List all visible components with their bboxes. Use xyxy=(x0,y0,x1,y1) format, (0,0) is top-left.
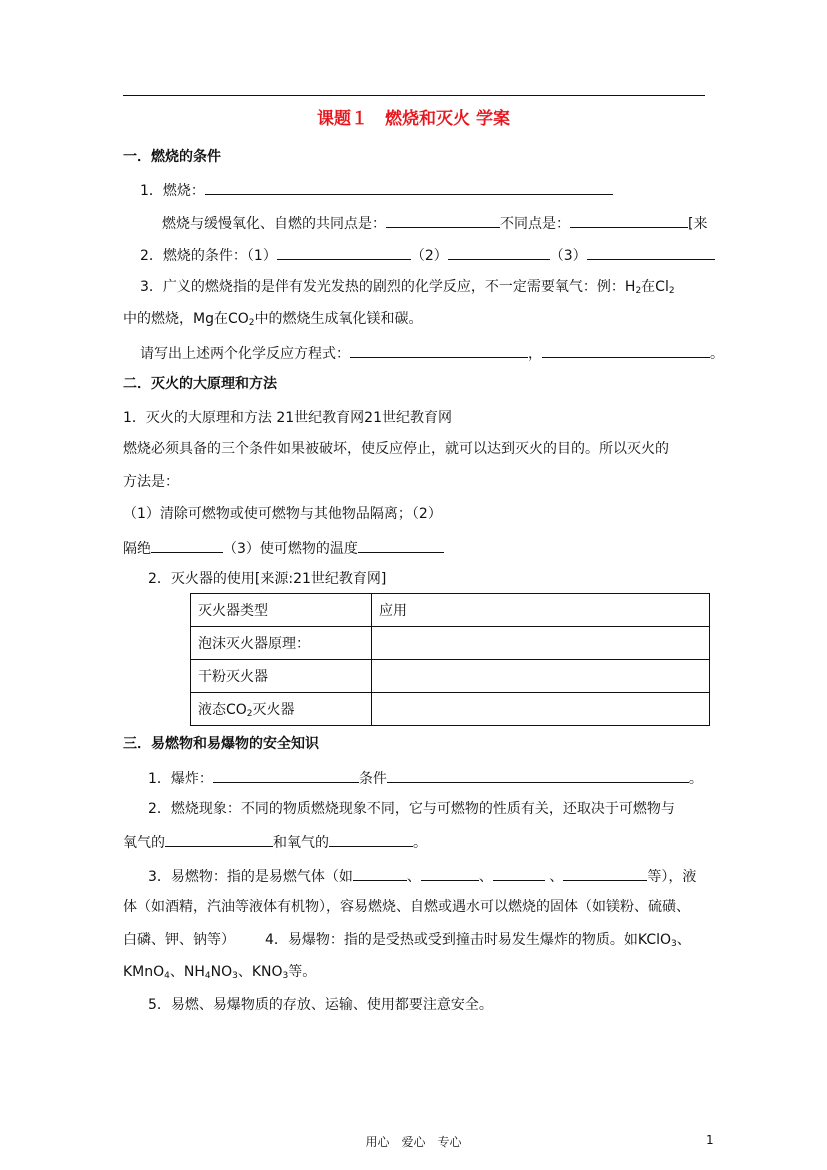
s1-q2-label: 2．燃烧的条件： xyxy=(140,248,247,264)
s3-q1-blank2[interactable] xyxy=(387,768,689,783)
s3-q1-blank1[interactable] xyxy=(213,768,359,783)
page-title: 课题１ 燃烧和灭火 学案 xyxy=(317,109,510,129)
s1-q3-sub2: 2 xyxy=(668,286,675,296)
s3-q3-blank1[interactable] xyxy=(353,866,407,881)
s1-q3-text-b: 在Cl xyxy=(641,279,669,295)
table-row xyxy=(191,693,710,726)
s1-q1b-prefix: 燃烧与缓慢氧化、自燃的共同点是： xyxy=(162,216,386,232)
table-cell-powder: 干粉灭火器 xyxy=(191,660,372,693)
s3-q3-c1: 白磷、钾、钠等） xyxy=(123,932,235,948)
s3-q4-c: NO xyxy=(210,964,233,980)
s2-line5-a: 隔绝 xyxy=(123,541,151,557)
s2-line2: 燃烧必须具备的三个条件如果被破坏，使反应停止，就可以达到灭火的目的。所以灭火的 xyxy=(123,441,669,457)
table-cell-empty[interactable] xyxy=(372,660,710,693)
s3-q4-line xyxy=(123,963,316,981)
s3-q2-blank2[interactable] xyxy=(329,832,413,847)
s3-q4-sub3: 3 xyxy=(232,971,238,981)
s1-q1 xyxy=(140,180,613,200)
s2-line4: （1）清除可燃物或使可燃物与其他物品隔离；（2） xyxy=(123,506,442,522)
s2-line5-blank1[interactable] xyxy=(151,538,223,553)
s1-q3-line2 xyxy=(123,310,423,328)
s3-q2-b1: 氧气的 xyxy=(123,835,165,851)
s1-q2-blank3[interactable] xyxy=(587,245,715,260)
s3-q3-line2: 体（如酒精，汽油等液体有机物），容易燃烧、自燃或遇水可以燃烧的固体（如镁粉、硫磺、 xyxy=(123,899,690,915)
section1-heading: 一．燃烧的条件 xyxy=(123,149,221,165)
s2-line5-b: （3）使可燃物的温度 xyxy=(223,541,358,557)
s3-q4-sub2: 4 xyxy=(204,971,211,981)
table-cell-co2 xyxy=(191,693,372,726)
s1-q1b-blank2[interactable] xyxy=(570,213,688,228)
table-header-use: 应用 xyxy=(372,594,710,627)
s3-q2-b3: 。 xyxy=(413,835,427,851)
s1-q1-blank[interactable] xyxy=(205,180,613,195)
s3-q3-a2: 等），液 xyxy=(647,869,697,885)
table-cell-co2-a: 液态CO xyxy=(198,702,247,718)
s2-line3: 方法是： xyxy=(123,474,179,490)
s3-q4-b: 、NH xyxy=(169,964,205,980)
s3-q2-line2 xyxy=(123,832,427,852)
section3-heading: 三．易燃物和易爆物的安全知识 xyxy=(123,736,319,752)
s3-q2-blank1[interactable] xyxy=(165,832,273,847)
s1-q3-eq-blank1[interactable] xyxy=(350,343,528,358)
table-header-type: 灭火器类型 xyxy=(191,594,372,627)
s3-q4-sub1: 4 xyxy=(164,971,170,981)
s3-q3-c3: 、 xyxy=(676,932,691,948)
table-row xyxy=(191,660,710,693)
s1-q3-line1 xyxy=(140,278,675,296)
s1-q3-line2-b: 中的燃烧生成氧化镁和碳。 xyxy=(254,311,423,327)
s3-q1-label: 1．爆炸： xyxy=(148,771,213,787)
s1-q3-sub3: 2 xyxy=(248,318,255,328)
s3-q3-sep2: 、 xyxy=(478,869,493,885)
s3-q4-e: 等。 xyxy=(288,964,317,980)
s1-q3-eq-comma: ， xyxy=(528,346,542,362)
table-row xyxy=(191,594,710,627)
s1-q3-sub1: 2 xyxy=(635,286,642,296)
s1-q2-p1: （1） xyxy=(246,248,277,264)
s2-line5-blank2[interactable] xyxy=(358,538,444,553)
table-cell-foam: 泡沫灭火器原理： xyxy=(191,627,372,660)
s2-line5 xyxy=(123,538,444,558)
s1-q3-eq-prefix: 请写出上述两个化学反应方程式： xyxy=(140,346,350,362)
table-cell-co2-b: 灭火器 xyxy=(252,702,295,718)
s3-q4-a: KMnO xyxy=(123,964,165,980)
s3-q4-sub4: 3 xyxy=(282,971,289,981)
s3-q4-d: 、KNO xyxy=(237,964,283,980)
s1-q3-line2-a: 中的燃烧，Mg在CO xyxy=(123,311,249,327)
s1-q1b-mid: 不同点是： xyxy=(500,216,570,232)
page-number: 1 xyxy=(706,1133,714,1147)
table-cell-co2-sub: 2 xyxy=(246,709,253,719)
s3-q1-end: 。 xyxy=(688,771,703,787)
table-row xyxy=(191,627,710,660)
s3-q5: 5．易燃、易爆物质的存放、运输、使用都要注意安全。 xyxy=(148,997,493,1013)
s1-q1-label: 1．燃烧： xyxy=(140,183,205,199)
s1-q1b xyxy=(162,213,707,233)
s3-q2-b2: 和氧气的 xyxy=(273,835,329,851)
s3-q3-sep1: 、 xyxy=(406,869,421,885)
s3-q3-a1: 3．易燃物：指的是易燃气体（如 xyxy=(148,869,353,885)
s1-q1b-blank1[interactable] xyxy=(386,213,500,228)
s3-q3-blank2[interactable] xyxy=(421,866,479,881)
s3-q3-blank4[interactable] xyxy=(563,866,647,881)
section2-heading: 二．灭火的大原理和方法 xyxy=(123,376,277,392)
s3-q3-c2: 4．易爆物：指的是受热或受到撞击时易发生爆炸的物质。如KClO xyxy=(265,932,672,948)
table-cell-empty[interactable] xyxy=(372,693,710,726)
s1-q2-p3: （3） xyxy=(549,248,587,264)
s1-q3-eq-end: 。 xyxy=(710,346,724,362)
s1-q2-blank2[interactable] xyxy=(448,245,550,260)
page-footer: 用心 爱心 专心 xyxy=(365,1135,462,1149)
s1-q3-text-a: 3．广义的燃烧指的是伴有发光发热的剧烈的化学反应，不一定需要氧气：例：H xyxy=(140,279,636,295)
s3-q3-line1 xyxy=(148,866,696,886)
header-rule xyxy=(123,95,705,96)
s3-q3-c-sub: 3 xyxy=(671,939,677,949)
s1-q3-equations xyxy=(140,343,724,363)
table-cell-empty[interactable] xyxy=(372,627,710,660)
s3-q3-line3 xyxy=(123,931,691,949)
s3-q3-sep3: 、 xyxy=(544,869,564,885)
extinguisher-table xyxy=(190,593,710,726)
s3-q1 xyxy=(148,768,703,788)
s2-line1: 1．灭火的大原理和方法 21世纪教育网21世纪教育网 xyxy=(123,410,452,426)
s3-q2-line1: 2．燃烧现象：不同的物质燃烧现象不同，它与可燃物的性质有关，还取决于可燃物与 xyxy=(148,801,675,817)
s1-q2-blank1[interactable] xyxy=(277,245,411,260)
s2-line6: 2．灭火器的使用[来源:21世纪教育网] xyxy=(148,571,387,587)
s1-q2-p2: （2） xyxy=(410,248,448,264)
s1-q3-eq-blank2[interactable] xyxy=(542,343,710,358)
s3-q1-mid: 条件 xyxy=(358,771,387,787)
s1-q2 xyxy=(140,245,715,265)
s1-q1b-tail: [来 xyxy=(688,216,708,232)
s3-q3-blank3[interactable] xyxy=(493,866,545,881)
